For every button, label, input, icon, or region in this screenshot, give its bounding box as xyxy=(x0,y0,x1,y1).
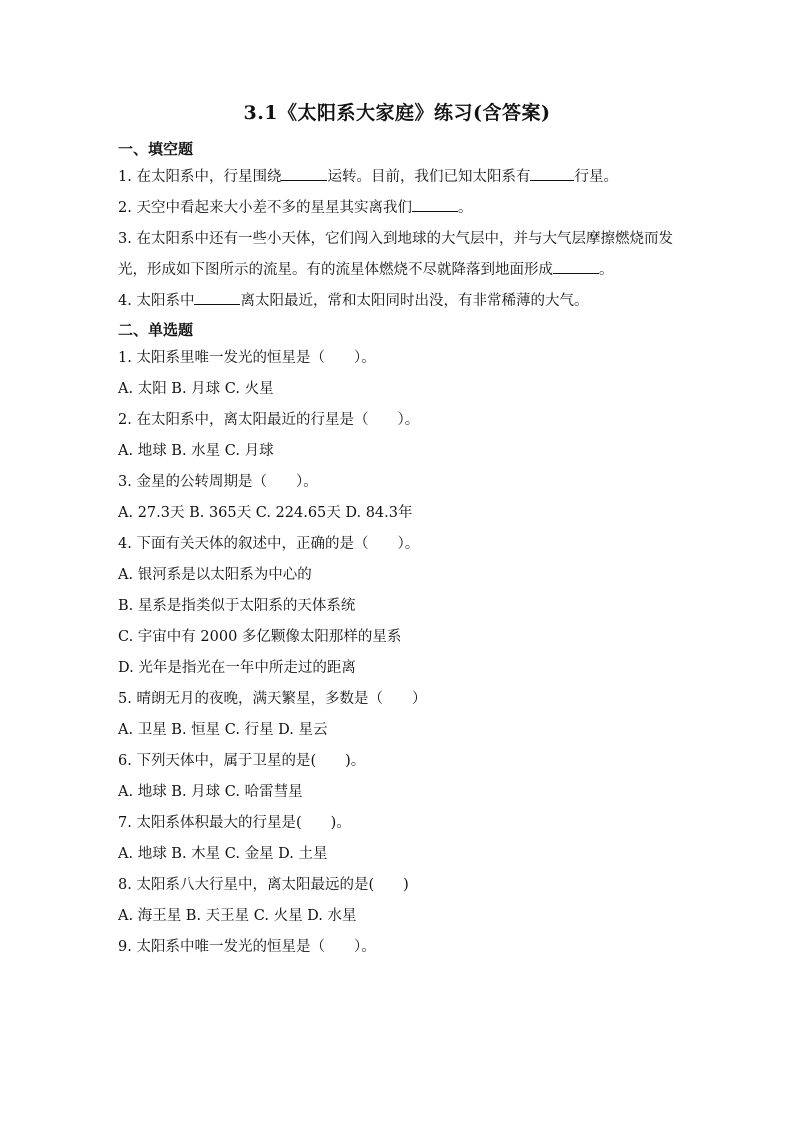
fill-q2-text-2: 。 xyxy=(457,200,473,216)
choice-options: D. 光年是指光在一年中所走过的距离 xyxy=(118,660,356,676)
answer-blank[interactable] xyxy=(412,197,458,212)
choice-options: A. 海王星 B. 天王星 C. 火星 D. 水星 xyxy=(118,908,357,924)
answer-blank[interactable] xyxy=(530,166,574,181)
choice-options: A. 银河系是以太阳系为中心的 xyxy=(118,567,312,583)
choice-line: 2. 在太阳系中，离太阳最近的行星是（ ）。 xyxy=(118,412,420,428)
choice-options: B. 星系是指类似于太阳系的天体系统 xyxy=(118,598,356,614)
choice-line: 3. 金星的公转周期是（ ）。 xyxy=(118,474,318,490)
choice-line: 8. 太阳系八大行星中，离太阳最远的是( ) xyxy=(118,877,409,893)
choice-options: A. 地球 B. 月球 C. 哈雷彗星 xyxy=(118,784,303,800)
section-heading-single-choice: 二、单选题 xyxy=(118,321,194,339)
fill-q4-text-2: 离太阳最近，常和太阳同时出没，有非常稀薄的大气。 xyxy=(240,293,589,309)
fill-question-3 xyxy=(118,224,678,286)
fill-q1-text-2: 运转。目前，我们已知太阳系有 xyxy=(327,169,531,185)
choice-line: 6. 下列天体中，属于卫星的是( )。 xyxy=(118,753,366,769)
fill-question-4 xyxy=(118,286,678,317)
choice-options: A. 地球 B. 水星 C. 月球 xyxy=(118,443,274,459)
choice-options: A. 27.3天 B. 365天 C. 224.65天 D. 84.3年 xyxy=(118,505,413,521)
choice-options: C. 宇宙中有 2000 多亿颗像太阳那样的星系 xyxy=(118,629,402,645)
fill-q2-text-1: 2. 天空中看起来大小差不多的星星其实离我们 xyxy=(118,200,412,216)
fill-q4-text-1: 4. 太阳系中 xyxy=(118,293,195,309)
answer-blank[interactable] xyxy=(281,166,327,181)
fill-q1-text-3: 行星。 xyxy=(574,169,618,185)
choice-line: 1. 太阳系里唯一发光的恒星是（ ）。 xyxy=(118,350,376,366)
fill-q3-text: 3. 在太阳系中还有一些小天体，它们闯入到地球的大气层中，并与大气层摩擦燃烧而发光，形成如下图所示的流星。有的流星体燃烧不尽就降落到地面形成 xyxy=(118,231,673,278)
choice-line: 9. 太阳系中唯一发光的恒星是（ ）。 xyxy=(118,939,376,955)
answer-blank[interactable] xyxy=(553,259,599,274)
choice-line: 5. 晴朗无月的夜晚，满天繁星，多数是（ ） xyxy=(118,691,427,707)
fill-q3-text-2: 。 xyxy=(599,262,614,278)
section-heading-fill-in: 一、填空题 xyxy=(118,140,194,158)
choice-options: A. 太阳 B. 月球 C. 火星 xyxy=(118,381,274,397)
answer-blank[interactable] xyxy=(194,290,240,305)
choice-options: A. 卫星 B. 恒星 C. 行星 D. 星云 xyxy=(118,722,328,738)
choice-line: 7. 太阳系体积最大的行星是( )。 xyxy=(118,815,351,831)
fill-q1-text-1: 1. 在太阳系中，行星围绕 xyxy=(118,169,282,185)
choice-line: 4. 下面有关天体的叙述中，正确的是（ ）。 xyxy=(118,536,420,552)
choice-options: A. 地球 B. 木星 C. 金星 D. 土星 xyxy=(118,846,328,862)
fill-question-1 xyxy=(118,162,678,193)
fill-question-2 xyxy=(118,193,678,224)
document-body xyxy=(118,136,678,963)
page-title: 3.1《太阳系大家庭》练习(含答案) xyxy=(243,102,551,124)
